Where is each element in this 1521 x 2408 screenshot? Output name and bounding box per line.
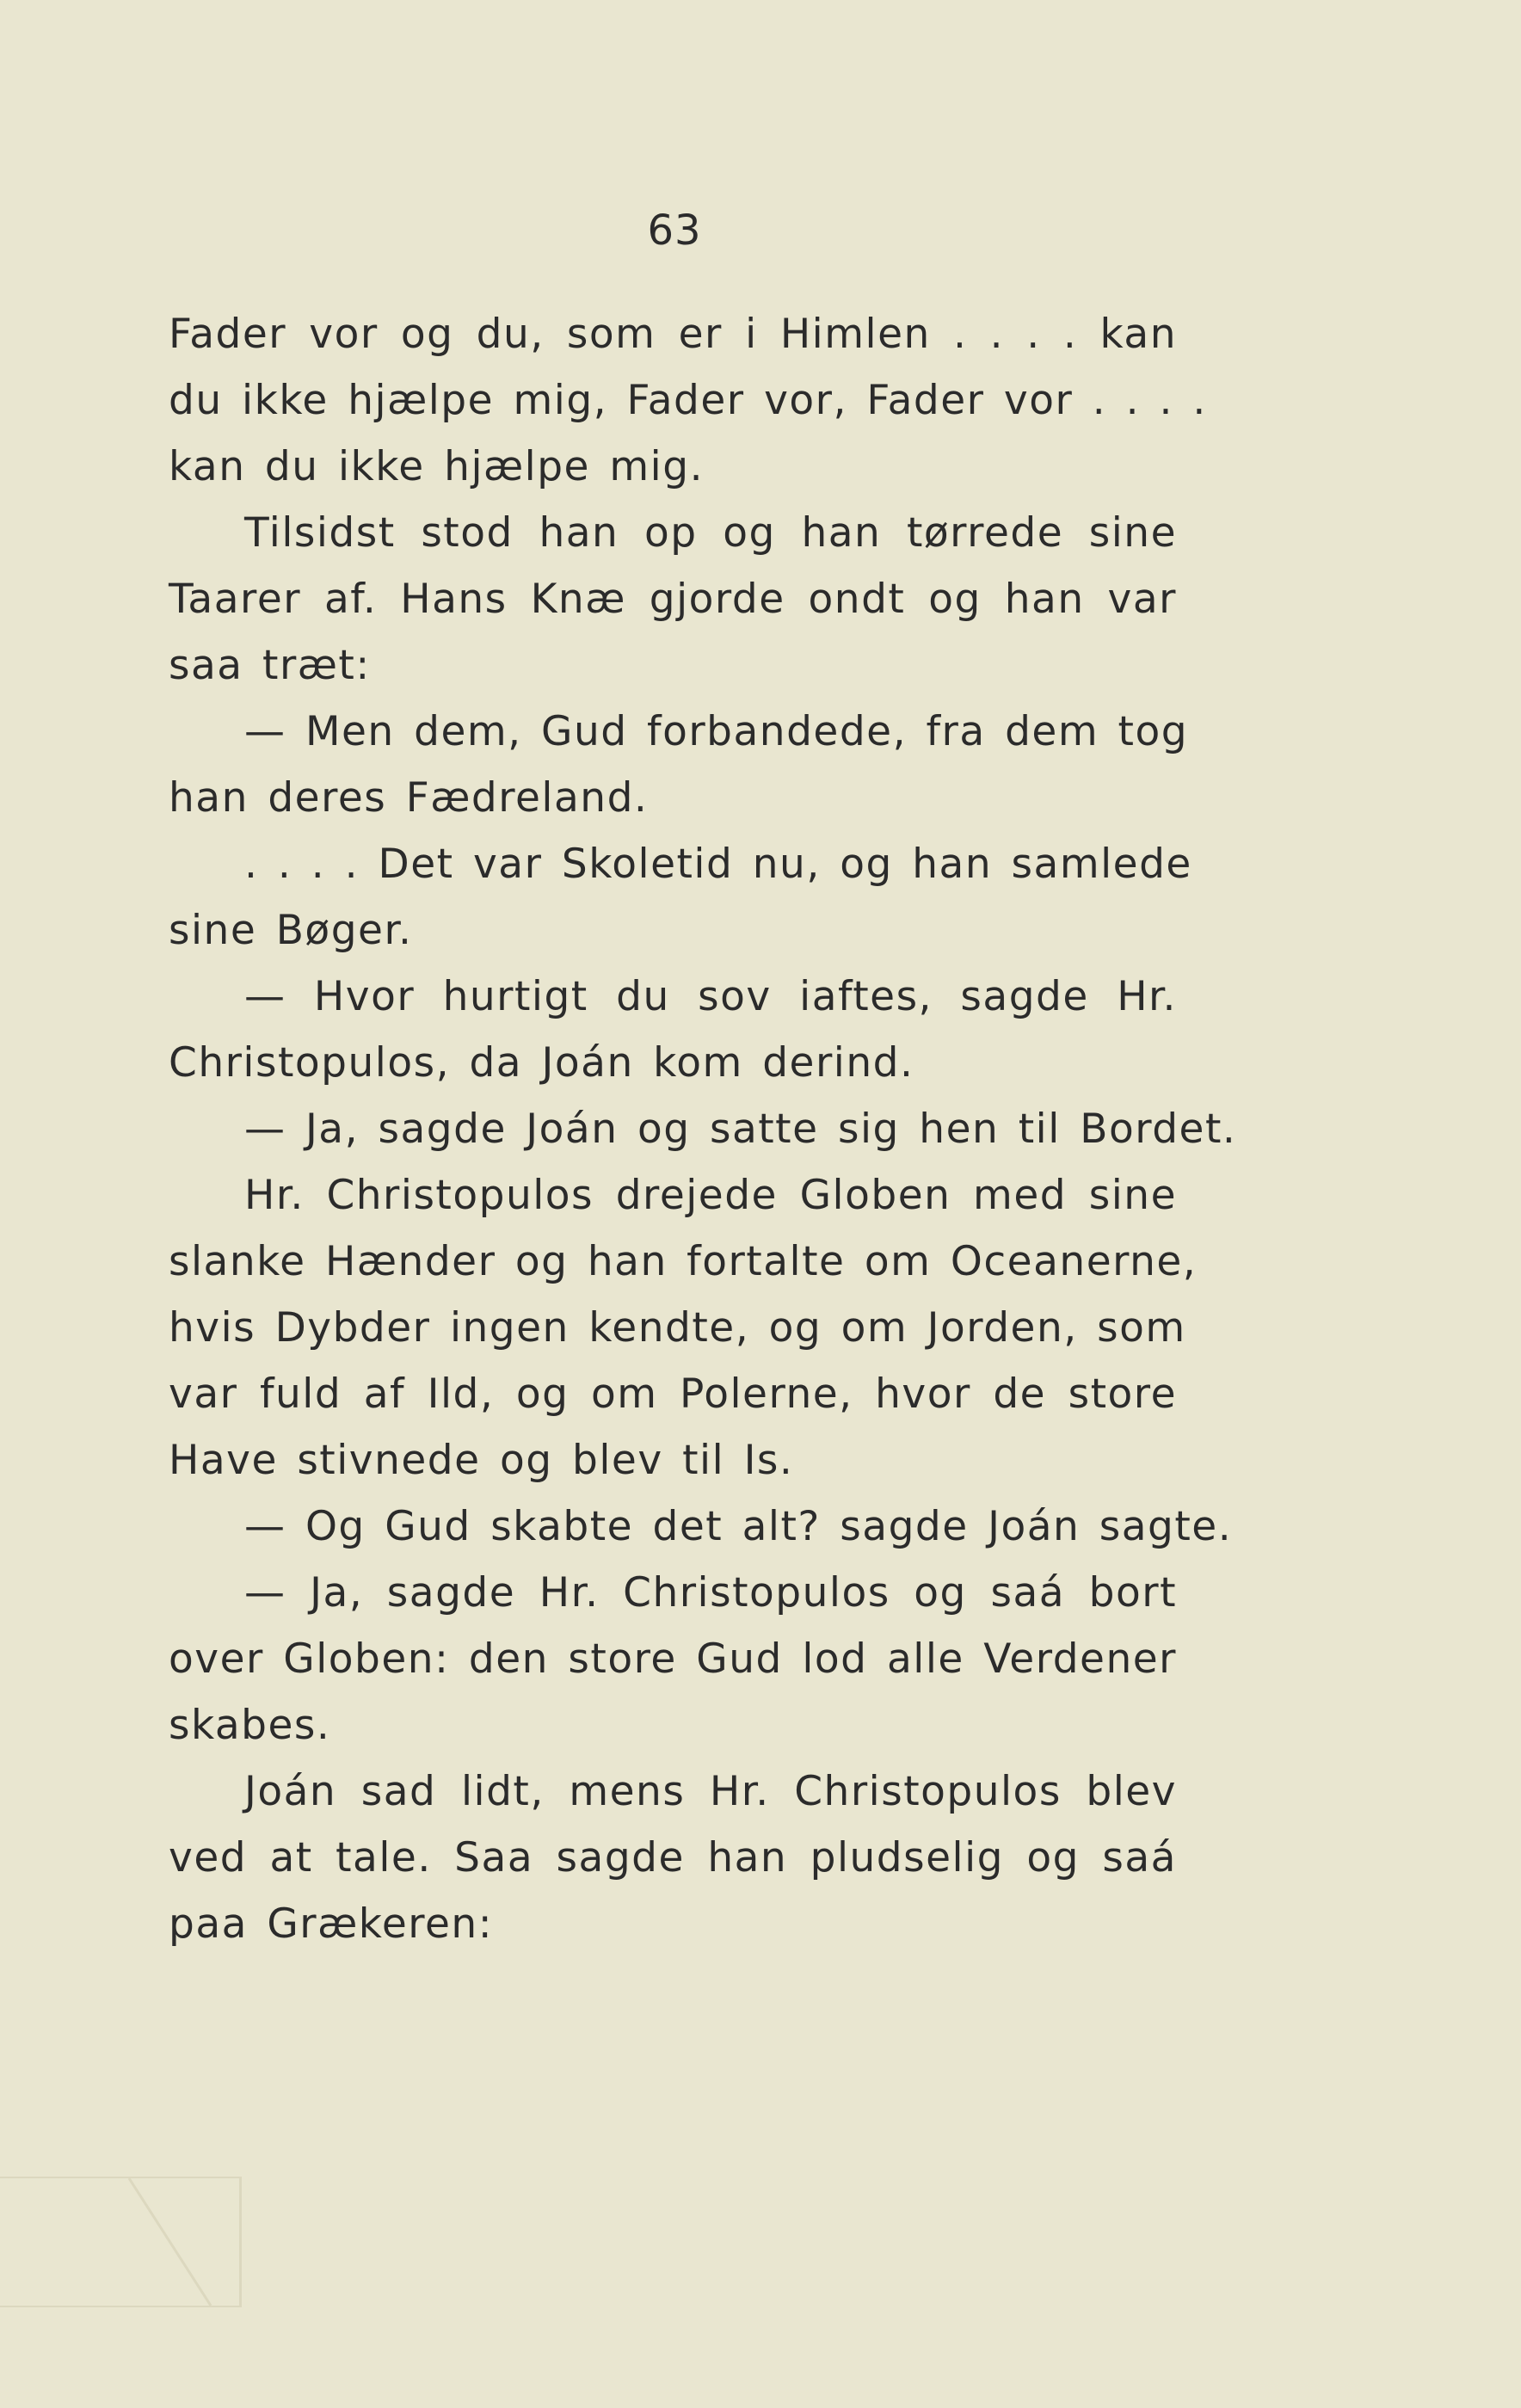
page-number: 63	[647, 206, 702, 255]
body-text	[169, 301, 1237, 1957]
page-tab-impression	[0, 2177, 242, 2307]
text-line: slanke Hænder og han fortalte om Oceanerne,	[169, 1238, 1198, 1285]
text-line: paa Grækeren:	[169, 1900, 494, 1948]
text-line: — Ja, sagde Joán og satte sig hen til Bordet.	[244, 1105, 1237, 1153]
text-line: Have stivnede og blev til Is.	[169, 1437, 794, 1484]
text-line: Christopulos, da Joán kom derind.	[169, 1039, 914, 1087]
text-line: Tilsidst stod han op og han tørrede sine	[244, 509, 1177, 557]
text-line: var fuld af Ild, og om Polerne, hvor de store	[169, 1370, 1177, 1418]
diagonal-crease-icon	[0, 2178, 239, 2306]
text-line: kan du ikke hjælpe mig.	[169, 443, 705, 490]
text-line: Fader vor og du, som er i Himlen . . . . kan	[169, 311, 1177, 358]
text-line: . . . . Det var Skoletid nu, og han samlede	[244, 841, 1192, 888]
text-line: hvis Dybder ingen kendte, og om Jorden, som	[169, 1304, 1186, 1352]
text-line: saa træt:	[169, 642, 371, 689]
text-line: — Og Gud skabte det alt? sagde Joán sagte.	[244, 1503, 1233, 1550]
text-line: han deres Fædreland.	[169, 774, 649, 822]
text-line: sine Bøger.	[169, 907, 413, 954]
text-line: Hr. Christopulos drejede Globen med sine	[244, 1172, 1177, 1219]
text-line: — Men dem, Gud forbandede, fra dem tog	[244, 708, 1189, 755]
text-line: ved at tale. Saa sagde han pludselig og saá	[169, 1834, 1177, 1881]
text-line: Taarer af. Hans Knæ gjorde ondt og han var	[169, 576, 1177, 623]
text-line: Joán sad lidt, mens Hr. Christopulos blev	[244, 1768, 1177, 1815]
text-line: skabes.	[169, 1702, 331, 1749]
text-line: over Globen: den store Gud lod alle Verdener	[169, 1635, 1177, 1683]
text-line: du ikke hjælpe mig, Fader vor, Fader vor . . . .	[169, 377, 1207, 424]
text-line: — Ja, sagde Hr. Christopulos og saá bort	[244, 1569, 1177, 1617]
text-line: — Hvor hurtigt du sov iaftes, sagde Hr.	[244, 973, 1177, 1020]
